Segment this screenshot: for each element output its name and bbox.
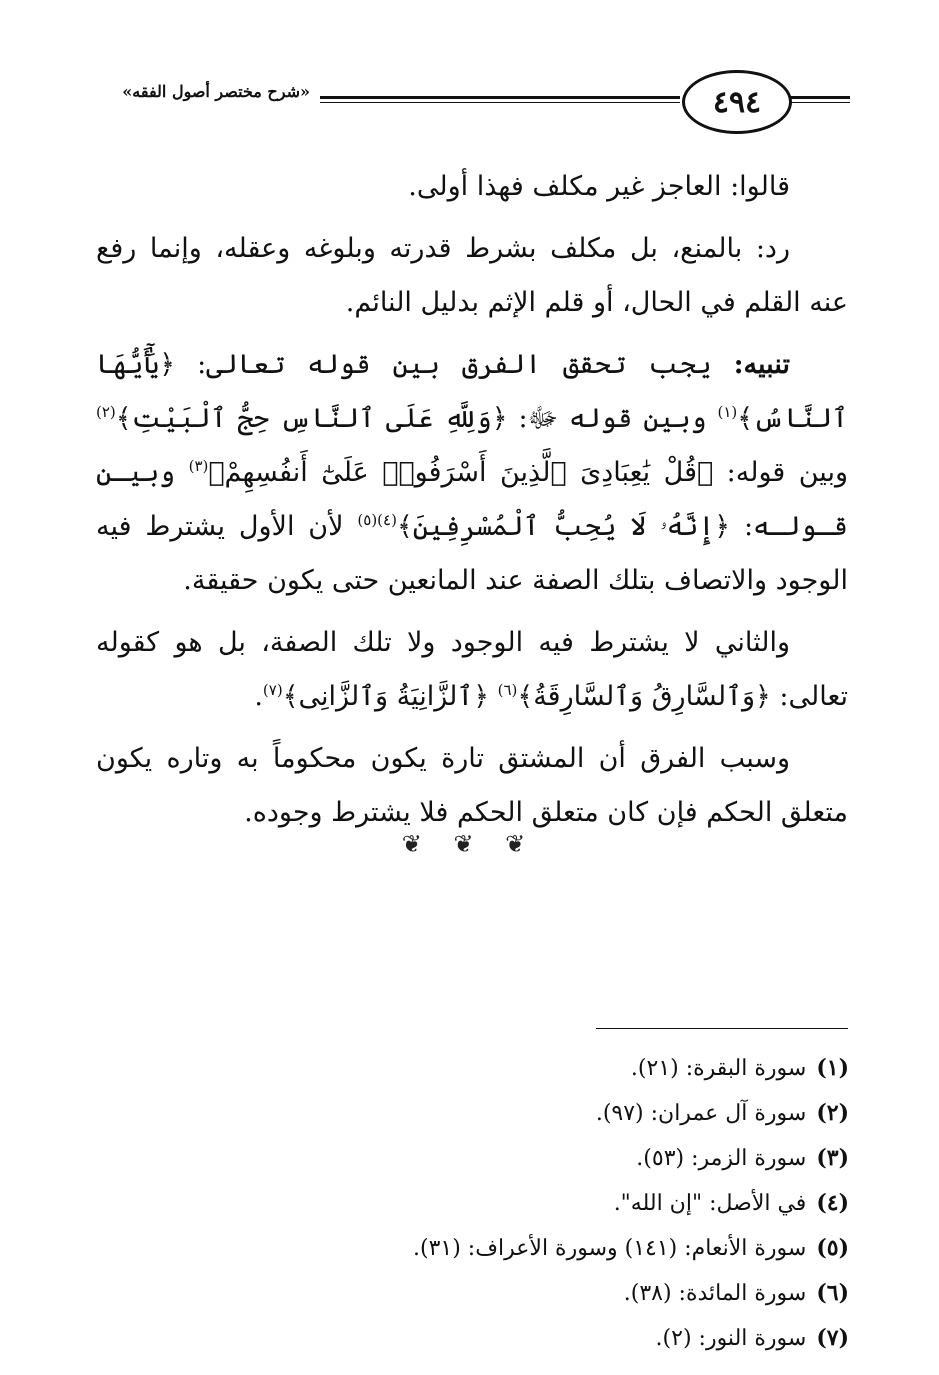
paragraph-3-part-c: وبين قوله: ﴿قُلْ يَٰعِبَادِىَ ٱلَّذِينَ أَسْرَفُوا۟ عَلَىٰٓ أَنفُسِهِمْ﴾ bbox=[208, 457, 849, 488]
paragraph-3 bbox=[96, 338, 848, 608]
footnote-item bbox=[149, 1136, 849, 1181]
footnote-separator bbox=[596, 1028, 848, 1029]
footnote-number: (٧) bbox=[816, 1325, 849, 1351]
footnote-ref-1[interactable]: (١) bbox=[717, 403, 738, 421]
footnote-item bbox=[149, 1181, 849, 1226]
footnote-number: (٦) bbox=[816, 1280, 849, 1306]
footnotes bbox=[149, 1046, 849, 1361]
paragraph-3-part-d: وبيـن قـولـه: ﴿إِنَّهُۥ لَا يُحِبُّ ٱلْمُسْرِفِينَ﴾ bbox=[96, 457, 848, 542]
paragraph-2: رد: بالمنع، بل مكلف بشرط قدرته وبلوغه وعقله، وإنما رفع عنه القلم في الحال، أو قلم الإثم بدليل النائم. bbox=[96, 233, 848, 318]
paragraph-3-part-a: يجب تحقق الفرق بين قوله تعالى: ﴿يَٰٓأَيُّهَا ٱلنَّاسُ﴾ bbox=[96, 349, 848, 434]
paragraph-4 bbox=[96, 616, 848, 724]
paragraph-4-part-c: . bbox=[254, 681, 263, 712]
footnote-number: (٢) bbox=[816, 1100, 849, 1126]
header-rule-thick-left bbox=[320, 96, 680, 99]
footnote-ref-7[interactable]: (٧) bbox=[262, 681, 283, 699]
footnote-ref-4-5[interactable]: (٤)(٥) bbox=[357, 511, 397, 529]
paragraph-4-part-a: والثاني لا يشترط فيه الوجود ولا تلك الصفة، بل هو كقوله تعالى: ﴿وَٱلسَّارِقُ وَٱلسَّارِقَةُ﴾ bbox=[96, 627, 848, 712]
footnote-item bbox=[149, 1271, 849, 1316]
footnote-item bbox=[149, 1226, 849, 1271]
footnote-item bbox=[149, 1316, 849, 1361]
footnote-text: سورة النور: (٢). bbox=[655, 1326, 807, 1351]
footnote-text: في الأصل: "إن الله". bbox=[613, 1191, 807, 1216]
note-label: تنبيه: bbox=[733, 349, 790, 380]
page-header bbox=[90, 68, 850, 134]
page-number: ٤٩٤ bbox=[682, 70, 792, 134]
main-text bbox=[96, 160, 848, 848]
footnote-item bbox=[149, 1091, 849, 1136]
footnote-ref-3[interactable]: (٣) bbox=[188, 457, 209, 475]
footnote-ref-6[interactable]: (٦) bbox=[497, 681, 518, 699]
footnote-text: سورة المائدة: (٣٨). bbox=[623, 1281, 807, 1306]
paragraph-3-part-e: لأن الأول يشترط فيه الوجود والاتصاف بتلك الصفة عند المانعين حتى يكون حقيقة. bbox=[96, 511, 848, 596]
footnote-text: سورة الأنعام: (١٤١) وسورة الأعراف: (٣١). bbox=[413, 1236, 807, 1261]
footnote-number: (٥) bbox=[816, 1235, 849, 1261]
paragraph-5: وسبب الفرق أن المشتق تارة يكون محكوماً به وتاره يكون متعلق الحكم فإن كان متعلق الحكم فلا يشترط وجوده. bbox=[96, 743, 848, 828]
section-ornament: ❦ ❦ ❦ bbox=[401, 830, 538, 858]
paragraph-4-part-b: ﴿ٱلزَّانِيَةُ وَٱلزَّانِى﴾ bbox=[282, 681, 498, 712]
footnote-ref-2[interactable]: (٢) bbox=[96, 403, 116, 421]
paragraph-3-part-b: وبين قوله ﷻ: ﴿وَلِلَّهِ عَلَى ٱلنَّاسِ حِجُّ ٱلْبَيْتِ﴾ bbox=[115, 403, 718, 434]
header-rule-thin-left bbox=[320, 102, 680, 103]
footnote-text: سورة الزمر: (٥٣). bbox=[636, 1146, 807, 1171]
footnote-item bbox=[149, 1046, 849, 1091]
paragraph-1: قالوا: العاجز غير مكلف فهذا أولى. bbox=[408, 171, 790, 202]
footnote-number: (٤) bbox=[816, 1190, 849, 1216]
footnote-number: (١) bbox=[816, 1055, 849, 1081]
footnote-text: سورة آل عمران: (٩٧). bbox=[595, 1101, 807, 1126]
footnote-number: (٣) bbox=[816, 1145, 849, 1171]
book-title: «شرح مختصر أصول الفقه» bbox=[122, 82, 310, 101]
footnote-text: سورة البقرة: (٢١). bbox=[630, 1056, 807, 1081]
